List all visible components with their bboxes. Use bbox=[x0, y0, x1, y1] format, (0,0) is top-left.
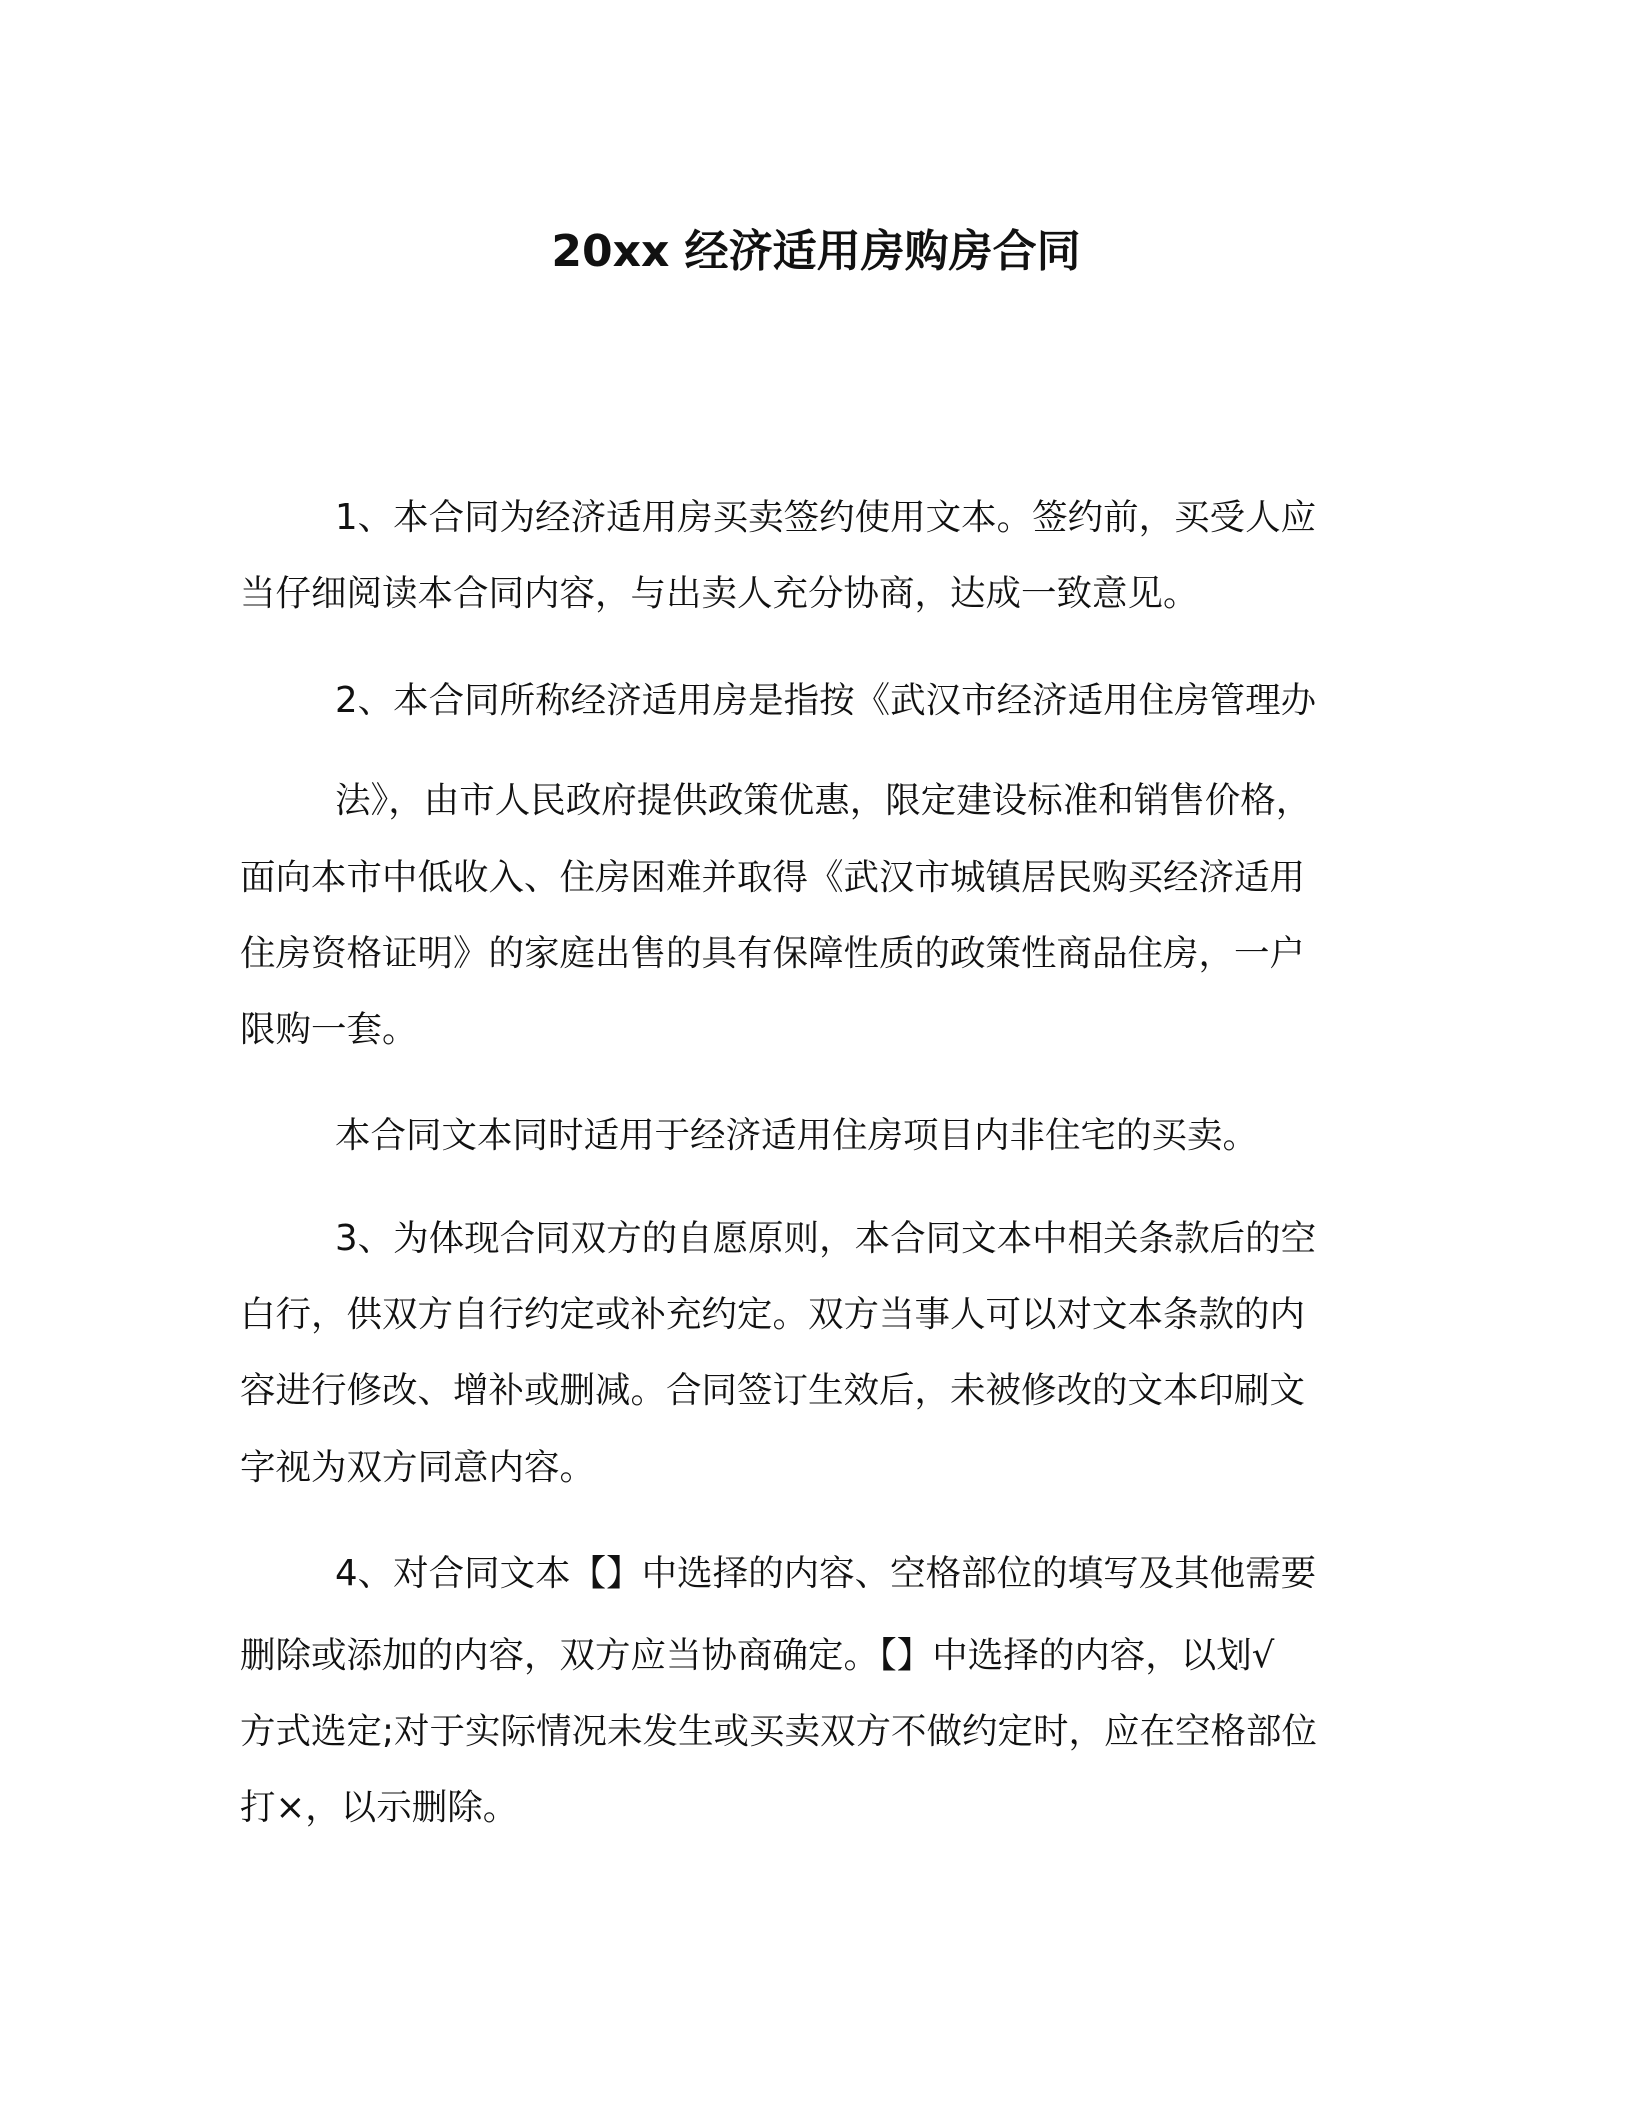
text-line: 限购一套。 bbox=[240, 1009, 418, 1050]
text-line: 1、本合同为经济适用房买卖签约使用文本。签约前，买受人应 bbox=[335, 497, 1317, 538]
text-line: 方式选定;对于实际情况未发生或买卖双方不做约定时，应在空格部位 bbox=[240, 1711, 1317, 1752]
text-line: 面向本市中低收入、住房困难并取得《武汉市城镇居民购买经济适用 bbox=[240, 857, 1306, 898]
text-line: 删除或添加的内容，双方应当协商确定。【】中选择的内容，以划√ bbox=[240, 1635, 1275, 1676]
text-line: 本合同文本同时适用于经济适用住房项目内非住宅的买卖。 bbox=[335, 1115, 1259, 1156]
text-line: 2、本合同所称经济适用房是指按《武汉市经济适用住房管理办 bbox=[335, 680, 1317, 721]
text-line: 白行，供双方自行约定或补充约定。双方当事人可以对文本条款的内 bbox=[240, 1294, 1306, 1335]
text-line: 法》，由市人民政府提供政策优惠，限定建设标准和销售价格， bbox=[335, 780, 1312, 821]
text-line: 打×，以示删除。 bbox=[240, 1787, 519, 1828]
text-line: 容进行修改、增补或删减。合同签订生效后，未被修改的文本印刷文 bbox=[240, 1370, 1306, 1411]
text-line: 当仔细阅读本合同内容，与出卖人充分协商，达成一致意见。 bbox=[240, 573, 1199, 614]
document-title: 20xx 经济适用房购房合同 bbox=[551, 226, 1081, 277]
text-line: 住房资格证明》的家庭出售的具有保障性质的政策性商品住房，一户 bbox=[240, 933, 1306, 974]
text-line: 4、对合同文本【】中选择的内容、空格部位的填写及其他需要 bbox=[335, 1553, 1317, 1594]
text-line: 3、为体现合同双方的自愿原则，本合同文本中相关条款后的空 bbox=[335, 1218, 1317, 1259]
text-line: 字视为双方同意内容。 bbox=[240, 1447, 596, 1488]
